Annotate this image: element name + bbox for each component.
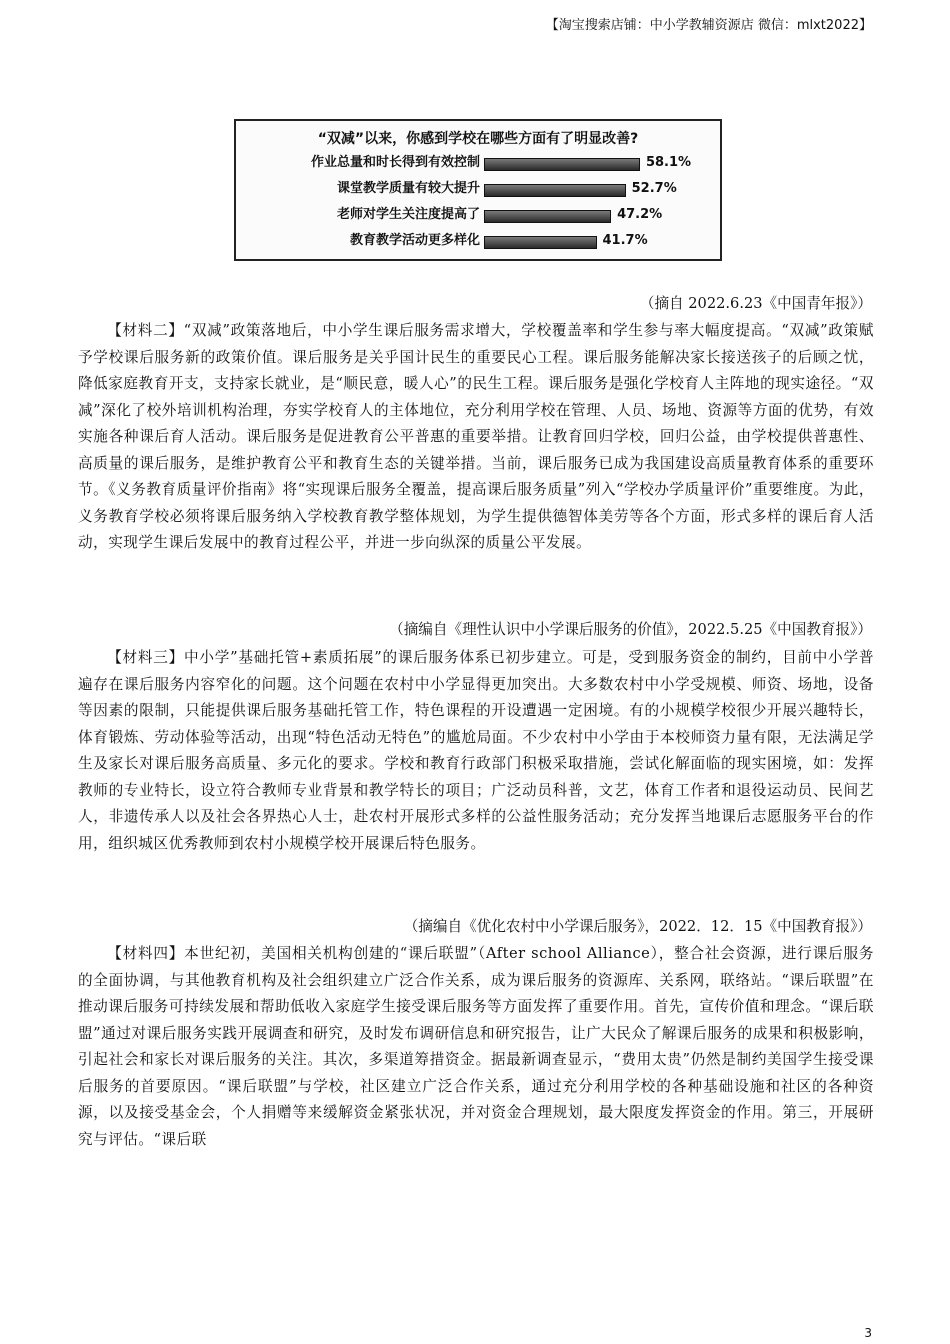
chart-row — [236, 153, 720, 173]
material-four-paragraph: 【材料四】本世纪初，美国相关机构创建的“课后联盟”（After school Alliance），整合社会资源，进行课后服务的全面协调，与其他教育机构及社会组织建立广泛合作关系，成为课后服务的资源库、关系网，联络站。“课后联盟”在推动课后服务可持续发展和帮助低收入家庭学生接受课后服务等方面发挥了重要作用。首先，宣传价值和理念。“课后联盟”通过对课后服务实践开展调查和研究，及时发布调研信息和研究报告，让广大民众了解课后服务的成果和积极影响，引起社会和家长对课后服务的关注。其次，多渠道筹措资金。据最新调查显示，“费用太贵”仍然是制约美国学生接受课后服务的首要原因。“课后联盟”与学校，社区建立广泛合作关系，通过充分利用学校的各种基础设施和社区的各种资源，以及接受基金会，个人捐赠等来缓解资金紧张状况，并对资金合理规划，最大限度发挥资金的作用。第三，开展研究与评估。“课后联 — [78, 945, 874, 1148]
chart-value-label: 58.1% — [645, 155, 692, 170]
chart-row — [236, 179, 720, 199]
chart-bar — [484, 236, 597, 249]
chart-bar — [484, 158, 640, 171]
source-citation-1: （摘自 2022.6.23《中国青年报》） — [639, 295, 872, 312]
chart-category-label: 课堂教学质量有较大提升 — [336, 181, 480, 196]
chart-bar — [484, 184, 626, 197]
chart-category-label: 教育教学活动更多样化 — [349, 233, 480, 248]
page-header: 【淘宝搜索店铺：中小学教辅资源店 微信：mlxt2022】 — [545, 18, 872, 33]
chart-title: “双减”以来，你感到学校在哪些方面有了明显改善? — [317, 131, 639, 147]
chart-category-label: 作业总量和时长得到有效控制 — [310, 155, 480, 170]
chart-value-label: 41.7% — [602, 233, 648, 248]
chart-row — [236, 205, 720, 225]
chart-value-label: 52.7% — [631, 181, 677, 196]
material-three-paragraph: 【材料三】中小学”基础托管+素质拓展”的课后服务体系已初步建立。可是，受到服务资金的制约，目前中小学普遍存在课后服务内容窄化的问题。这个问题在农村中小学显得更加突出。大多数农村中小学受规模、师资、场地，设备等因素的限制，只能提供课后服务基础托管工作，特色课程的开设遭遇一定困境。有的小规模学校很少开展兴趣特长，体育锻炼、劳动体验等活动，出现“特色活动无特色”的尴尬局面。不少农村中小学由于本校师资力量有限，无法满足学生及家长对课后服务高质量、多元化的要求。学校和教育行政部门积极采取措施，尝试化解面临的现实困境，如：发挥教师的专业特长，设立符合教师专业背景和教学特长的项目；广泛动员科普，文艺，体育工作者和退役运动员、民间艺人，非遗传承人以及社会各界热心人士，赴农村开展形式多样的公益性服务活动；充分发挥当地课后志愿服务平台的作用，组织城区优秀教师到农村小规模学校开展课后特色服务。 — [78, 649, 874, 852]
chart-row — [236, 231, 720, 251]
survey-bar-chart — [234, 119, 722, 261]
source-citation-3: （摘编自《优化农村中小学课后服务》，2022．12．15《中国教育报》） — [403, 918, 872, 935]
source-citation-2: （摘编自《理性认识中小学课后服务的价值》，2022.5.25《中国教育报》） — [389, 621, 872, 638]
chart-bar — [484, 210, 611, 223]
page-number: 3 — [864, 1326, 872, 1340]
material-two-paragraph: 【材料二】“双减”政策落地后，中小学生课后服务需求增大，学校覆盖率和学生参与率大幅度提高。“双减”政策赋予学校课后服务新的政策价值。课后服务是关乎国计民生的重要民心工程。课后服务能解决家长接送孩子的后顾之忧，降低家庭教育开支，支持家长就业，是“顺民意，暖人心”的民生工程。课后服务是强化学校育人主阵地的现实途径。“双减”深化了校外培训机构治理，夯实学校育人的主体地位，充分利用学校在管理、人员、场地、资源等方面的优势，有效实施各种课后育人活动。课后服务是促进教育公平普惠的重要举措。让教育回归学校，回归公益，由学校提供普惠性、高质量的课后服务，是维护教育公平和教育生态的关键举措。当前，课后服务已成为我国建设高质量教育体系的重要环节。《义务教育质量评价指南》将“实现课后服务全覆盖，提高课后服务质量”列入“学校办学质量评价”重要维度。为此，义务教育学校必须将课后服务纳入学校教育教学整体规划，为学生提供德智体美劳等各个方面，形式多样的课后育人活动，实现学生课后发展中的教育过程公平，并进一步向纵深的质量公平发展。 — [78, 322, 874, 551]
chart-value-label: 47.2% — [617, 207, 663, 222]
chart-category-label: 老师对学生关注度提高了 — [336, 207, 480, 222]
